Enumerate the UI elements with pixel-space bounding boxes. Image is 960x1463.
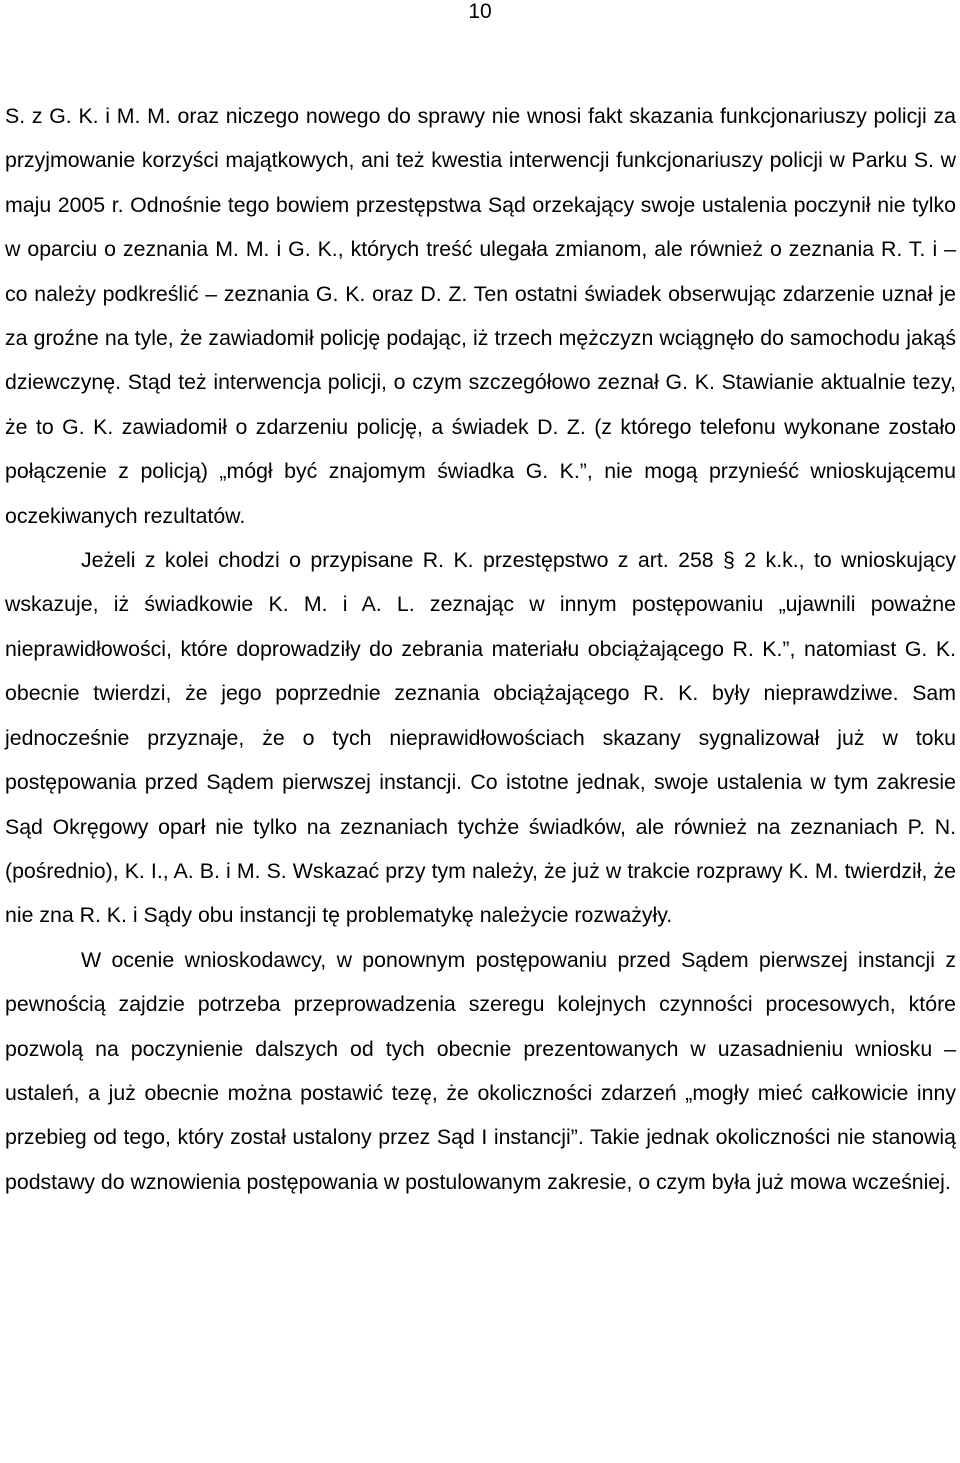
document-body [5,94,956,1204]
paragraph-1: S. z G. K. i M. M. oraz niczego nowego do sprawy nie wnosi fakt skazania funkcjonariuszy policji za przyjmowanie korzyści majątkowych, ani też kwestia interwencji funkcjonariuszy policji w Parku S. w maju 2005 r. Odnośnie tego bowiem przestępstwa Sąd orzekający swoje ustalenia poczynił nie tylko w oparciu o zeznania M. M. i G. K., których treść ulegała zmianom, ale również o zeznania R. T. i – co należy podkreślić – zeznania G. K. oraz D. Z. Ten ostatni świadek obserwując zdarzenie uznał je za groźne na tyle, że zawiadomił policję podając, iż trzech mężczyzn wciągnęło do samochodu jakąś dziewczynę. Stąd też interwencja policji, o czym szczegółowo zeznał G. K. Stawianie aktualnie tezy, że to G. K. zawiadomił o zdarzeniu policję, a świadek D. Z. (z którego telefonu wykonane zostało połączenie z policją) „mógł być znajomym świadka G. K.”, nie mogą przynieść wnioskującemu oczekiwanych rezultatów. [5,104,956,528]
paragraph-2: Jeżeli z kolei chodzi o przypisane R. K. przestępstwo z art. 258 § 2 k.k., to wnioskujący wskazuje, iż świadkowie K. M. i A. L. zeznając w innym postępowaniu „ujawnili poważne nieprawidłowości, które doprowadziły do zebrania materiału obciążającego R. K.”, natomiast G. K. obecnie twierdzi, że jego poprzednie zeznania obciążającego R. K. były nieprawdziwe. Sam jednocześnie przyznaje, że o tych nieprawidłowościach skazany sygnalizował już w toku postępowania przed Sądem pierwszej instancji. Co istotne jednak, swoje ustalenia w tym zakresie Sąd Okręgowy oparł nie tylko na zeznaniach tychże świadków, ale również na zeznaniach P. N. (pośrednio), K. I., A. B. i M. S. Wskazać przy tym należy, że już w trakcie rozprawy K. M. twierdził, że nie zna R. K. i Sądy obu instancji tę problematykę należycie rozważyły. [5,548,956,928]
page-number: 10 [468,0,492,23]
paragraph-3: W ocenie wnioskodawcy, w ponownym postępowaniu przed Sądem pierwszej instancji z pewnością zajdzie potrzeba przeprowadzenia szeregu kolejnych czynności procesowych, które pozwolą na poczynienie dalszych od tych obecnie prezentowanych w uzasadnieniu wniosku – ustaleń, a już obecnie można postawić tezę, że okoliczności zdarzeń „mogły mieć całkowicie inny przebieg od tego, który został ustalony przez Sąd I instancji”. Takie jednak okoliczności nie stanowią podstawy do wznowienia postępowania w postulowanym zakresie, o czym była już mowa wcześniej. [5,947,956,1194]
